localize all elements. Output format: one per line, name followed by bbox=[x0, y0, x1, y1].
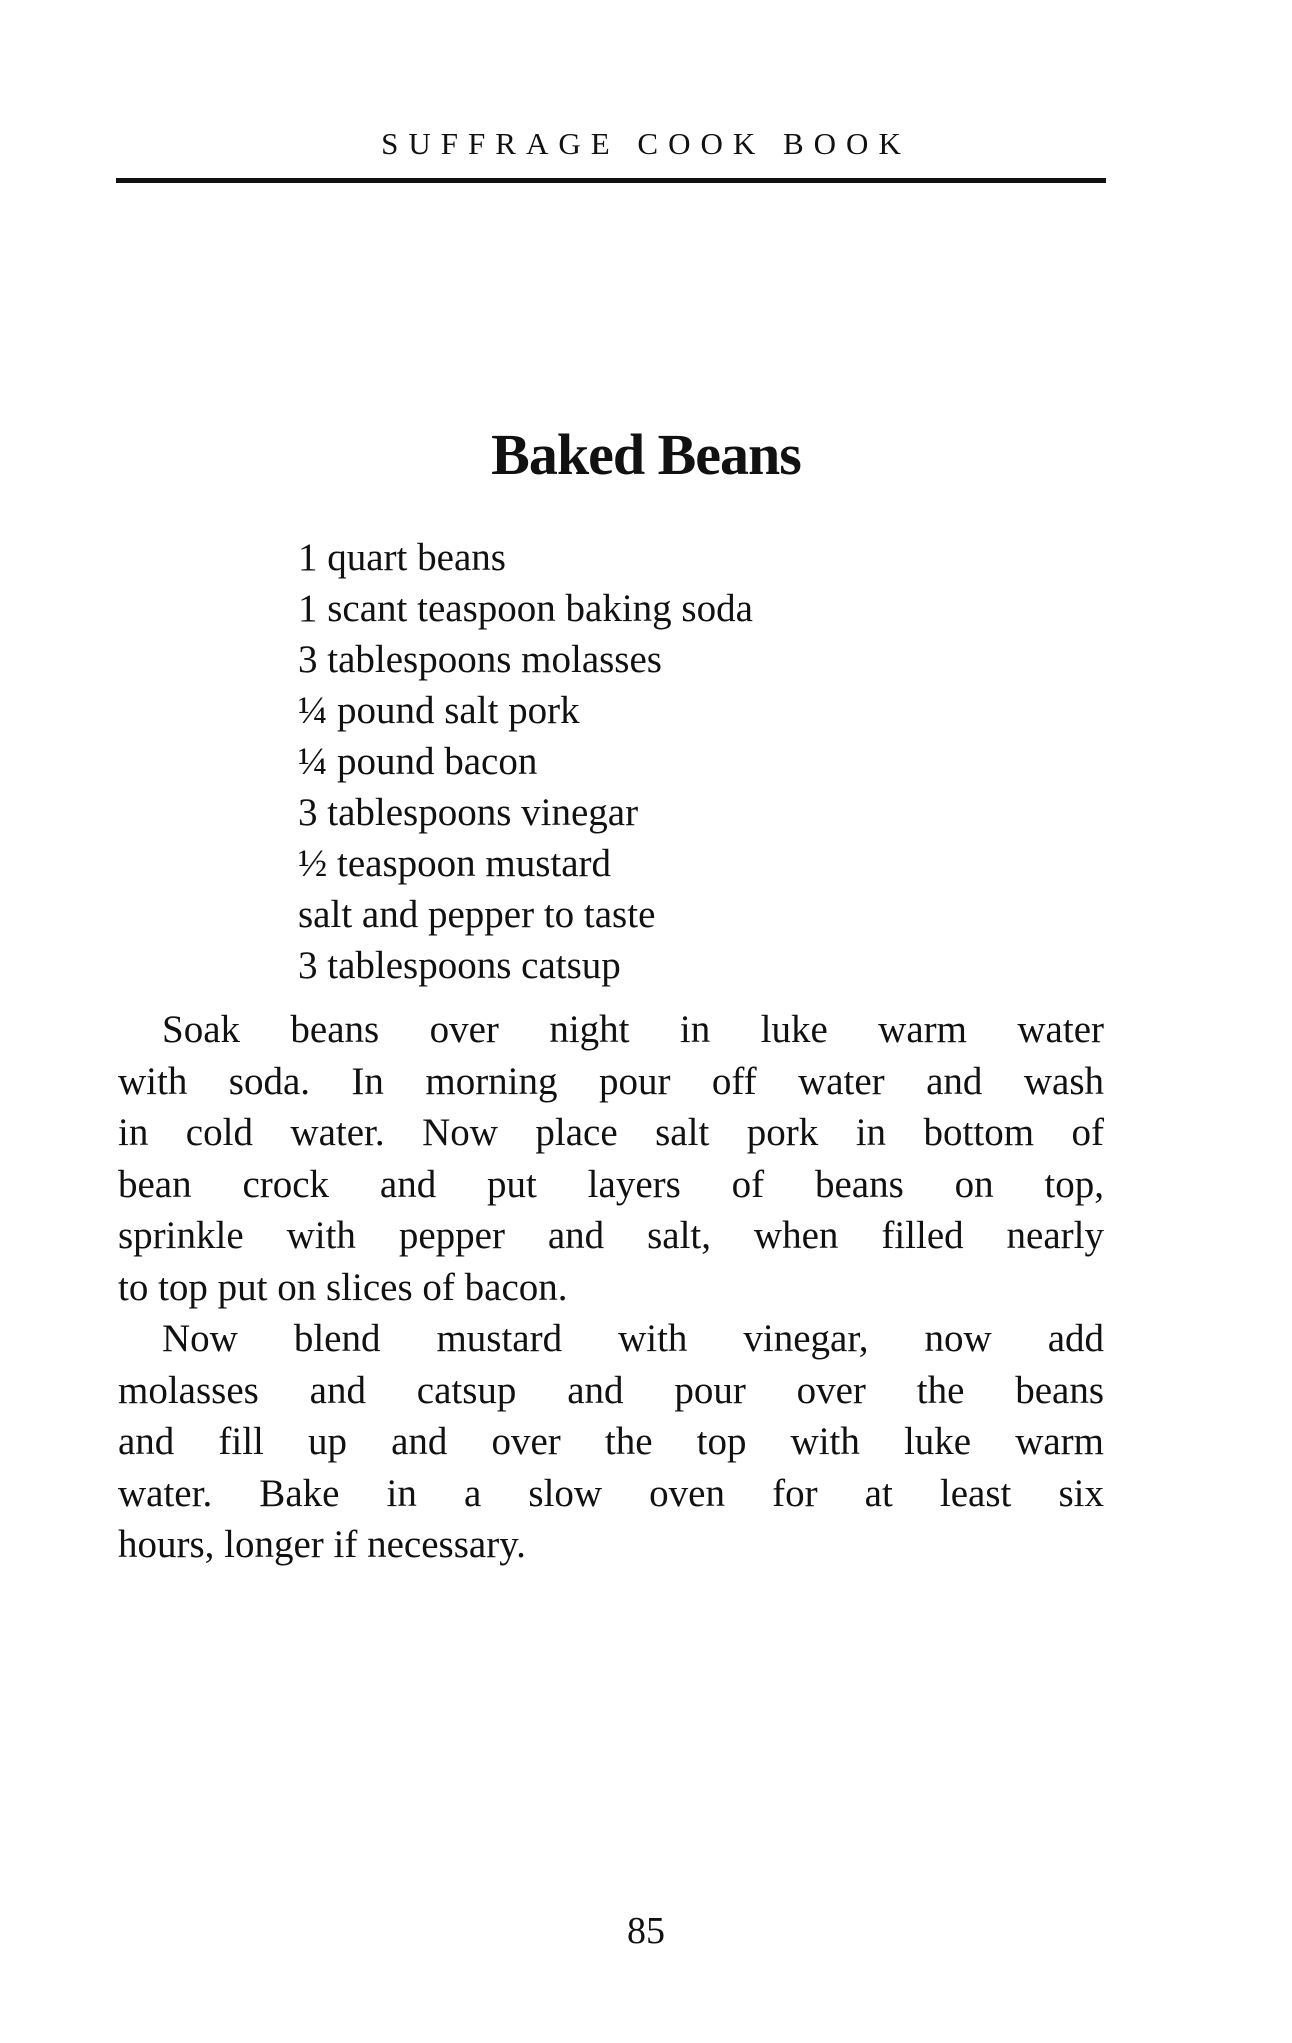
paragraph-line: in cold water. Now place salt pork in bottom of bbox=[118, 1111, 1104, 1155]
paragraph-line: and fill up and over the top with luke warm bbox=[118, 1420, 1104, 1464]
header-rule bbox=[116, 178, 1106, 183]
paragraph-line: bean crock and put layers of beans on top, bbox=[118, 1162, 1104, 1206]
ingredient-item: ½ teaspoon mustard bbox=[298, 842, 612, 885]
recipe-title: Baked Beans bbox=[491, 422, 801, 487]
paragraph-line: water. Bake in a slow oven for at least six bbox=[118, 1471, 1104, 1515]
page-number: 85 bbox=[627, 1910, 665, 1952]
ingredient-item: 3 tablespoons vinegar bbox=[298, 791, 639, 834]
paragraph-line: Soak beans over night in luke warm water bbox=[162, 1008, 1104, 1051]
ingredient-item: 1 scant teaspoon baking soda bbox=[298, 587, 753, 630]
ingredient-item: ¼ pound salt pork bbox=[298, 689, 580, 732]
paragraph-line: Now blend mustard with vinegar, now add bbox=[162, 1317, 1104, 1360]
ingredient-item: 3 tablespoons catsup bbox=[298, 944, 621, 987]
paragraph-line: with soda. In morning pour off water and wash bbox=[118, 1059, 1104, 1103]
ingredient-list bbox=[298, 532, 753, 991]
ingredient-item: salt and pepper to taste bbox=[298, 893, 656, 936]
ingredient-item: 3 tablespoons molasses bbox=[298, 638, 662, 681]
ingredient-item: ¼ pound bacon bbox=[298, 740, 538, 783]
ingredient-item: 1 quart beans bbox=[298, 536, 506, 579]
paragraph-line: hours, longer if necessary. bbox=[118, 1523, 526, 1567]
paragraph-line: molasses and catsup and pour over the beans bbox=[118, 1368, 1104, 1412]
instructions-paragraph-1 bbox=[118, 1004, 1104, 1314]
paragraph-line: to top put on slices of bacon. bbox=[118, 1265, 568, 1309]
instructions-paragraph-2 bbox=[118, 1313, 1104, 1571]
running-head: SUFFRAGE COOK BOOK bbox=[381, 126, 911, 161]
paragraph-line: sprinkle with pepper and salt, when filled nearly bbox=[118, 1214, 1104, 1258]
